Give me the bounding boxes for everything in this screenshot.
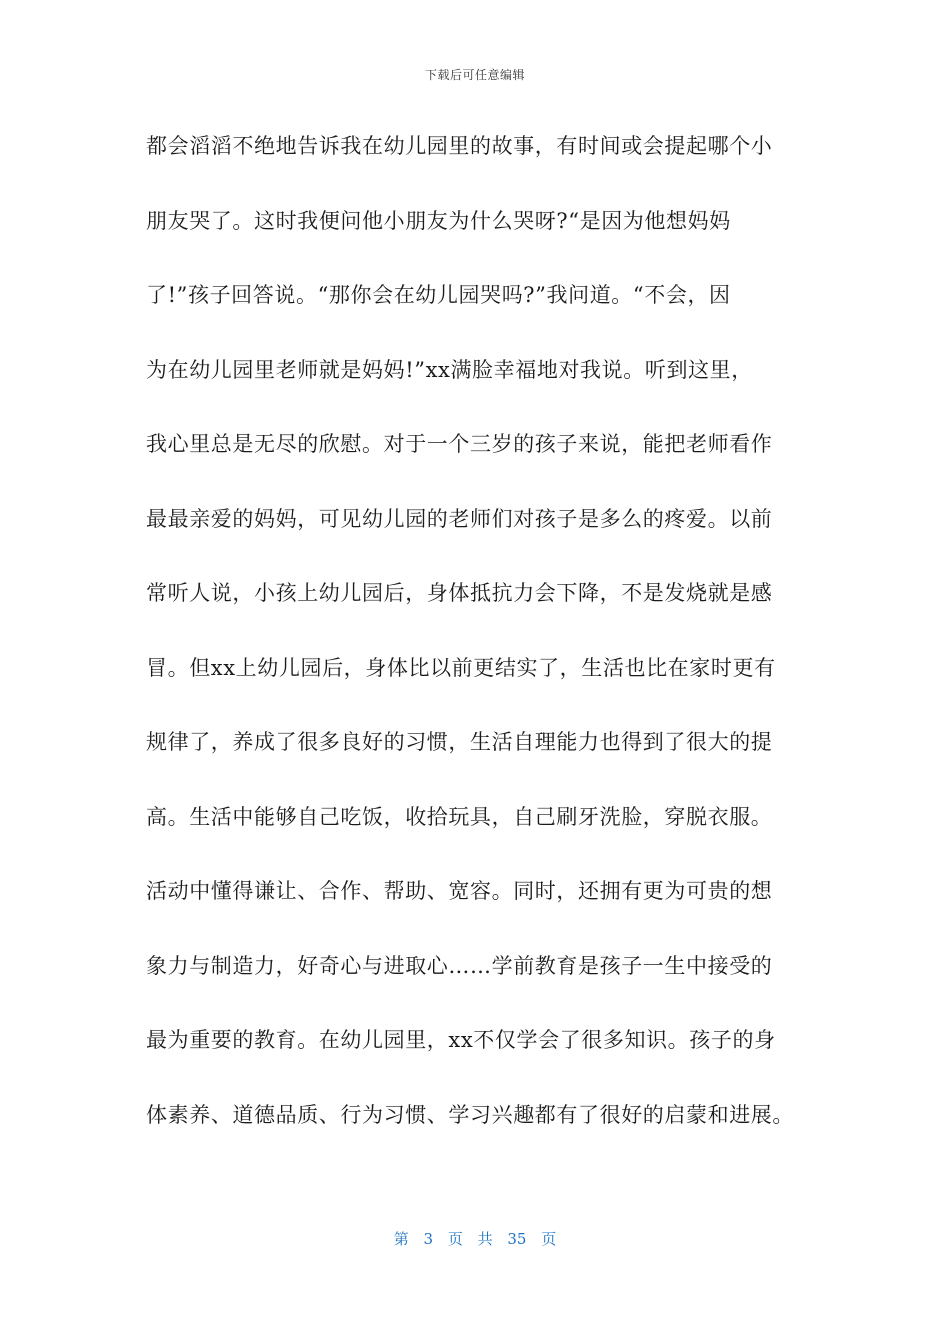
text-line: 最最亲爱的妈妈，可见幼儿园的老师们对孩子是多么的疼爱。以前 (146, 506, 773, 531)
text-line: 规律了，养成了很多良好的习惯，生活自理能力也得到了很大的提 (146, 730, 773, 754)
text-line: 都会滔滔不绝地告诉我在幼儿园里的故事，有时间或会提起哪个小 (146, 134, 773, 158)
page-header: 下载后可任意编辑 (424, 68, 525, 82)
text-line: 冒。但xx上幼儿园后，身体比以前更结实了，生活也比在家时更有 (146, 655, 776, 680)
text-line: 为在幼儿园里老师就是妈妈!”xx满脸幸福地对我说。听到这里， (146, 357, 753, 382)
text-line: 最为重要的教育。在幼儿园里，xx不仅学会了很多知识。孩子的身 (146, 1028, 776, 1052)
text-line: 朋友哭了。这时我便问他小朋友为什么哭呀?“是因为他想妈妈 (146, 208, 731, 233)
text-line: 体素养、道德品质、行为习惯、学习兴趣都有了很好的启蒙和进展。 (146, 1102, 794, 1127)
text-line: 了!”孩子回答说。“那你会在幼儿园哭吗?”我问道。“不会，因 (146, 283, 731, 307)
text-line: 高。生活中能够自己吃饭，收拾玩具，自己刷牙洗脸，穿脱衣服。 (146, 804, 773, 829)
document-body (146, 124, 826, 1167)
page-number-footer: 第 3 页 共 35 页 (393, 1230, 557, 1248)
text-line: 象力与制造力，好奇心与进取心……学前教育是孩子一生中接受的 (146, 953, 773, 978)
text-line: 活动中懂得谦让、合作、帮助、宽容。同时，还拥有更为可贵的想 (146, 879, 773, 903)
text-line: 我心里总是无尽的欣慰。对于一个三岁的孩子来说，能把老师看作 (146, 432, 773, 456)
text-line: 常听人说，小孩上幼儿园后，身体抵抗力会下降，不是发烧就是感 (146, 581, 773, 605)
